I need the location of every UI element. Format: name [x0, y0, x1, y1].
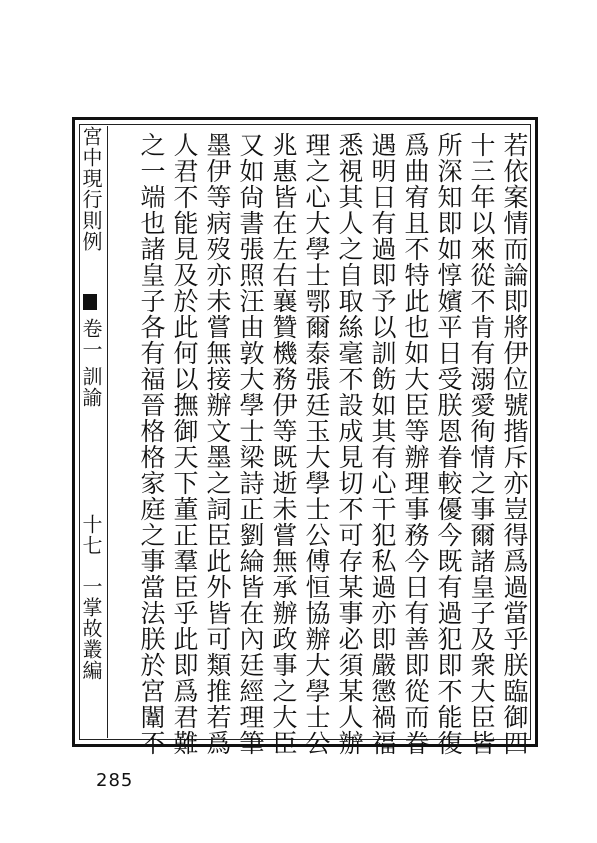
text-column-5: 遇明日有過即予以訓飭如其有心干犯私過亦即嚴懲禍福	[368, 132, 397, 756]
text-column-8: 兆惠皆在左右襄贊機務伊等既逝未嘗無承辦政事之大臣	[269, 132, 298, 756]
page-number: 285	[96, 770, 134, 791]
text-column-2: 十三年以來從不肯有溺愛徇情之事爾諸皇子及衆大臣皆	[467, 132, 496, 756]
text-column-11: 人君不能見及於此何以撫御天下董正羣臣乎此即爲君難	[170, 132, 199, 756]
text-column-1: 若依案情而論即將伊位號揩斥亦豈得爲過當乎朕臨御四	[500, 132, 529, 756]
margin-separator	[107, 126, 108, 738]
folio-number: 十七	[79, 514, 103, 556]
text-column-6: 悉視其人之自取絲毫不設成見切不可存某事必須某人辦	[335, 132, 364, 756]
text-column-4: 爲曲宥且不特此也如大臣等辦理事務今日有善即從而眷	[401, 132, 430, 756]
text-column-3: 所深知即如惇嬪平日受朕恩眷較優今既有過犯即不能復	[434, 132, 463, 756]
book-title: 宮中現行則例	[79, 126, 103, 252]
fishtail-mark	[83, 294, 97, 310]
margin-header	[78, 126, 104, 738]
series-title: 一掌故叢編	[79, 576, 103, 681]
volume-label: 卷一	[79, 318, 103, 360]
section-label: 訓諭	[79, 366, 103, 408]
text-column-9: 又如尙書張照汪由敦大學士梁詩正劉綸皆在內廷經理筆	[236, 132, 265, 756]
text-column-10: 墨伊等病歿亦未嘗無接辦文墨之詞臣此外皆可類推若爲	[203, 132, 232, 756]
text-column-7: 理之心大學士鄂爾泰張廷玉大學士公傅恒協辦大學士公	[302, 132, 331, 756]
text-column-12: 之一端也諸皇子各有福晉格格家庭之事當法朕於宮闈不	[137, 132, 166, 756]
